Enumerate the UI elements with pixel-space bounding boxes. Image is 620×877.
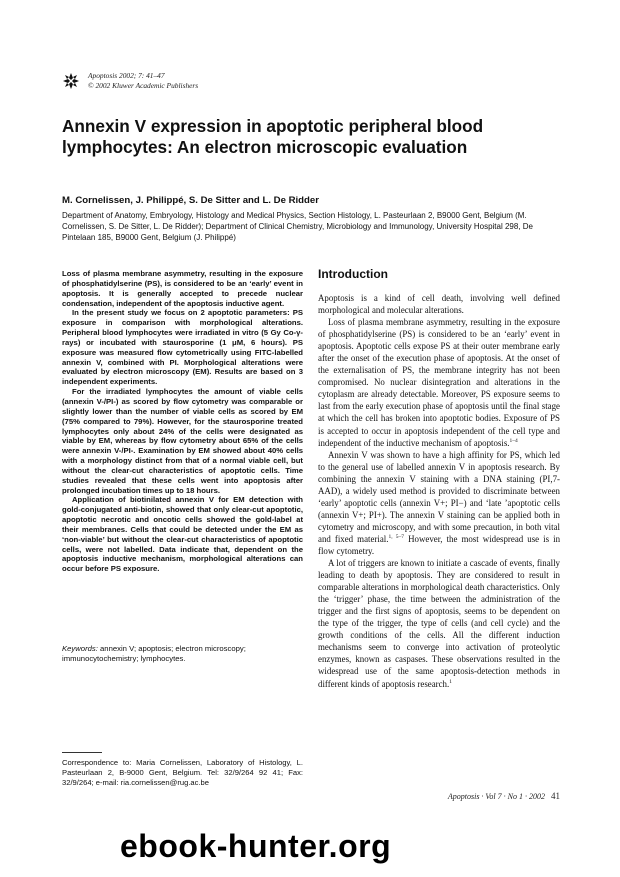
author-list: M. Cornelissen, J. Philippé, S. De Sitter and L. De Ridder (62, 195, 319, 206)
intro-paragraph (318, 449, 560, 557)
correspondence-note: Correspondence to: Maria Cornelissen, Laboratory of Histology, L. Pasteurlaan 2, B-9000 Gent, Belgium. Tel: 32/9/264 92 41; Fax: 32/9/264; e-mail: ria.cornelissen@rug.ac.be (62, 758, 303, 787)
intro-text: However, the most widespread use is in flow cytometry. (318, 533, 561, 556)
citation-ref: 1–4 (509, 437, 518, 444)
page-footer (400, 791, 560, 801)
abstract-paragraph: Application of biotinilated annexin V for EM detection with gold-conjugated anti-biotin, showed that only clear-cut apoptotic, apoptotic necrotic and oncotic cells showed the gold-label at their membranes. Cells that could be detected under the EM as ‘non-viable’ but without the clear-cut characteristics of apoptotic cells, were not labelled. Data indicate that, dependent on the apoptosis inductive mechanism, morphological alterations can occur before PS exposure. (62, 495, 303, 574)
citation-ref: 1 (449, 678, 452, 685)
copyright-line: © 2002 Kluwer Academic Publishers (88, 81, 199, 90)
introduction-body (318, 292, 560, 690)
abstract (62, 269, 303, 574)
abstract-paragraph: For the irradiated lymphocytes the amount of viable cells (annexin V-/PI-) as scored by flow cytometry was comparable or slightly lower than the number of viable cells as scored by EM (75% compared to 79%). However, for the staurosporine treated lymphocytes only about 24% of the cells were designated as viable by EM, whereas by flow cytometry about 65% of the cells were annexin V-/PI-. Examination by EM showed about 40% cells with a morphology distinct from that of a normal viable cell, but without the clear-cut characteristics of apoptotic cells. Time studies revealed that these cells went into apoptosis after prolonged incubation times up to 18 hours. (62, 387, 303, 495)
intro-text: Loss of plasma membrane asymmetry, resulting in the exposure of phosphatidylserine (PS) is considered to be an ‘early’ event in apoptosis. Apoptotic cells expose PS at their outer membrane early after the onset of the execution phase of apoptosis. At the onset of the externalisation of PS, the membrane integrity has not been compromised. No nuclear disintegration and alterations in the cytoplasm are already detectable. Moreover, PS exposure seems to last from the early execution phase of apoptosis until the final stage at which the cell has broken into apoptotic bodies. Exposure of PS is accepted to occur in apoptosis independent of the cell type and independent of the inductive mechanism of apoptosis. (318, 317, 560, 448)
keywords-text: annexin V; apoptosis; electron microscopy; immunocytochemistry; lymphocytes. (62, 644, 246, 663)
journal-info (88, 71, 198, 91)
abstract-paragraph: In the present study we focus on 2 apoptotic parameters: PS exposure in comparison with morphological alterations. Peripheral blood lymphocytes were irradiated in vitro (5 Gy Co-γ-rays) or incubated with staurosporine (1 μM, 6 hours). PS exposure was measured flow cytometrically using FITC-labelled annexin V, combined with PI. Morphological alterations were evaluated by electron microscopy (EM). Results are based on 3 independent experiments. (62, 308, 303, 387)
citation-ref: 1, 5–7 (388, 533, 405, 540)
journal-logo (62, 72, 80, 90)
journal-citation: Apoptosis 2002; 7: 41–47 (88, 71, 165, 80)
affiliation: Department of Anatomy, Embryology, Histology and Medical Physics, Section Histology, L. Pasteurlaan 2, B9000 Gent, Belgium (M. Cornelissen, S. De Sitter, L. De Ridder); Department of Clinical Chemistry, Microbiology and Immunology, University Hospital 298, De Pintelaan 185, B9000 Gent, Belgium (J. Philippé) (62, 211, 533, 242)
intro-text: Annexin V was shown to have a high affinity for PS, which led to the general use of labelled annexin V in apoptosis research. By combining the annexin V staining with a DNA staining (PI,7-AAD), a widely used method is provided to discriminate between ‘early’ apoptotic cells (annexin V+; PI−) and ‘late ’apoptotic cells (annexin V+; PI+). The annexin V staining can be applied both in cytometry and microscopy, and with some precaution, in both vital and fixed material. (318, 449, 560, 544)
intro-paragraph (318, 316, 560, 449)
intro-text: A lot of triggers are known to initiate a cascade of events, finally leading to death by apoptosis. They are considered to result in comparable alterations in morphological death characteristics. Only the ‘trigger’ phase, the time between the administration of the trigger and the first signs of apoptosis, seems to be dependent on the type of the trigger, the type of cells (and cell cycle) and the growth conditions of the cells. All the different induction mechanisms seem to converge into activation of proteolytic enzymes, known as caspases. These observations resulted in the widespread use of the same apoptosis-detection methods in different kinds of apoptosis research. (318, 558, 560, 689)
footer-journal: Apoptosis · Vol 7 · No 1 · 2002 (447, 792, 545, 801)
keywords (62, 644, 303, 664)
footnote-rule (62, 752, 102, 753)
keywords-label: Keywords: (62, 644, 98, 653)
intro-paragraph: Apoptosis is a kind of cell death, involving well defined morphological and molecular alterations. (318, 293, 560, 316)
abstract-paragraph: Loss of plasma membrane asymmetry, resulting in the exposure of phosphatidylserine (PS), is considered to be an ‘early’ event in apoptosis. It is generally accepted to precede nuclear condensation, independent of the apoptosis inductive agent. (62, 269, 303, 308)
watermark: ebook-hunter.org (120, 828, 392, 864)
page-number: 41 (551, 791, 560, 801)
article-title: Annexin V expression in apoptotic peripheral blood lymphocytes: An electron microscopic evaluation (62, 116, 484, 157)
intro-paragraph (318, 557, 560, 690)
section-heading-introduction: Introduction (318, 267, 388, 281)
